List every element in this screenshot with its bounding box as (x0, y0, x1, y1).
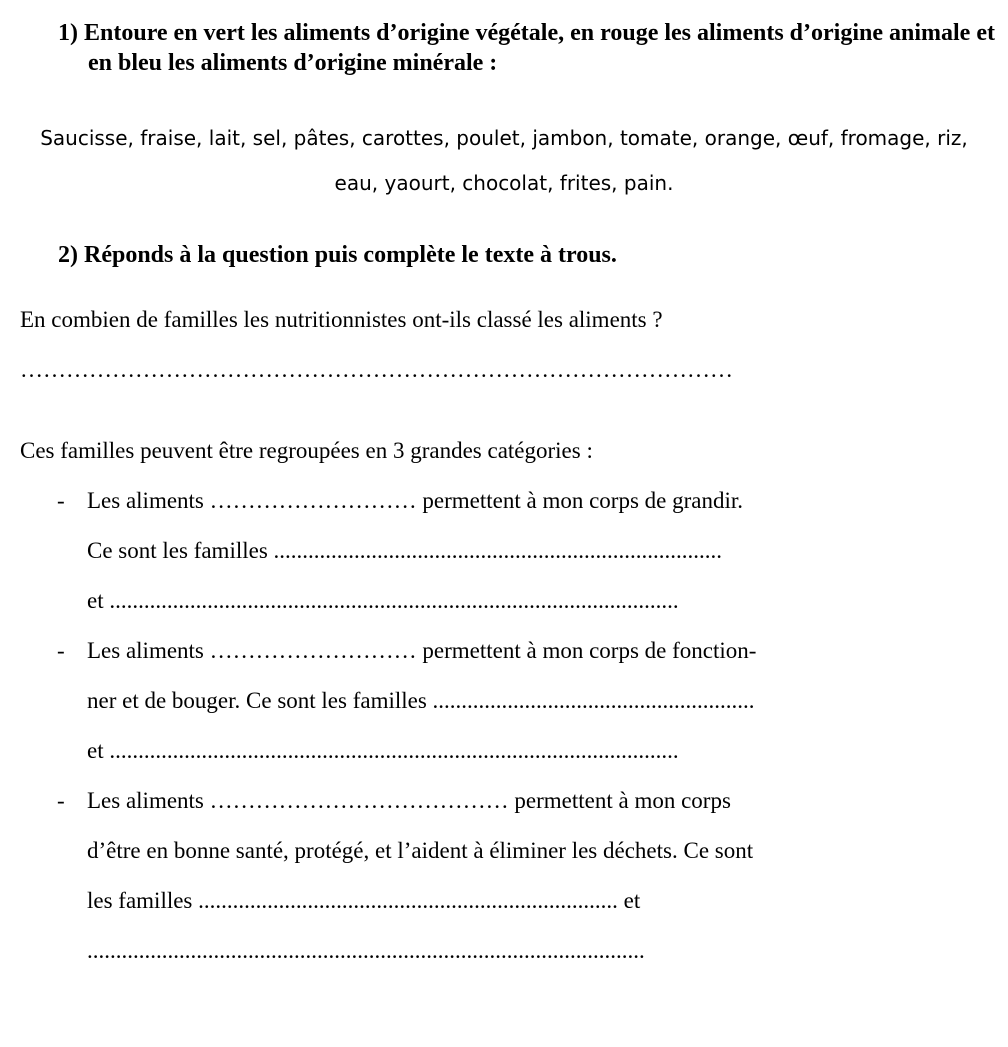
exercise-2-title: 2) Réponds à la question puis complète le texte à trous. (58, 242, 617, 268)
food-list: Saucisse, fraise, lait, sel, pâtes, carottes, poulet, jambon, tomate, orange, œuf, fromage, riz, eau, yaourt, chocolat, frites, pain. (40, 126, 968, 195)
question-text: En combien de familles les nutritionnistes ont-ils classé les aliments ? (20, 307, 663, 332)
item-1-line-2[interactable]: Ce sont les familles .............................................................................. (87, 538, 723, 563)
item-2-line-1[interactable]: Les aliments ……………………… permettent à mon corps de fonction- (87, 638, 757, 663)
bullet-dash: - (57, 788, 65, 813)
item-3-line-2: d’être en bonne santé, protégé, et l’aident à éliminer les déchets. Ce sont (87, 838, 754, 863)
answer-line[interactable]: ………………………………………………………………………………… (20, 357, 733, 382)
bullet-dash: - (57, 488, 65, 513)
item-1-line-1[interactable]: Les aliments ……………………… permettent à mon corps de grandir. (87, 488, 744, 513)
item-3-line-4[interactable]: ................................................................................................. (87, 938, 645, 963)
item-3-line-3[interactable]: les familles ......................................................................... et (87, 888, 641, 913)
item-2-line-3[interactable]: et ................................................................................................... (87, 738, 679, 763)
item-3-line-1[interactable]: Les aliments ………………………………… permettent à mon corps (87, 788, 731, 813)
categories-intro: Ces familles peuvent être regroupées en 3 grandes catégories : (20, 438, 593, 463)
item-2-line-2[interactable]: ner et de bouger. Ce sont les familles ........................................................ (87, 688, 755, 713)
item-1-line-3[interactable]: et ................................................................................................... (87, 588, 679, 613)
exercise-1-title: 1) Entoure en vert les aliments d’origine végétale, en rouge les aliments d’origine animale et en bleu les aliments d’origine minérale : (58, 20, 995, 76)
bullet-dash: - (57, 638, 65, 663)
